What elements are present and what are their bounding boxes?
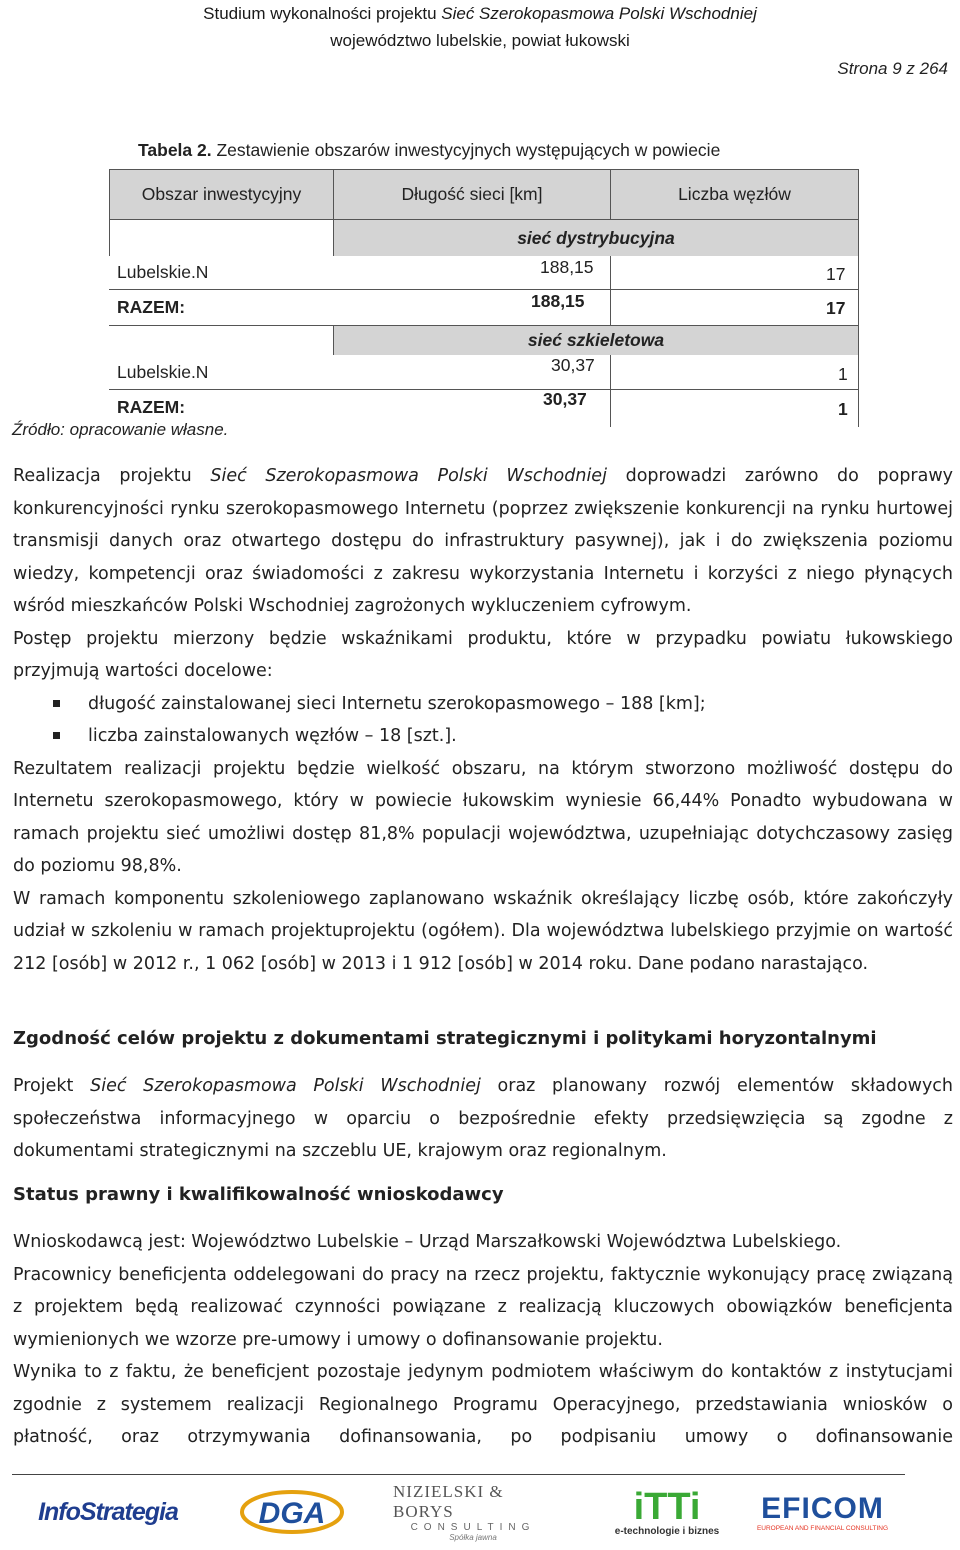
col-header-length: Długość sieci [km]	[333, 169, 611, 220]
logo-subtext: EUROPEAN AND FINANCIAL CONSULTING	[756, 1524, 889, 1532]
paragraph-beneficiary: Wynika to z faktu, że beneficjent pozostaje jedynym podmiotem właściwym do kontaktów z instytucjami zgodnie z systemem realizacji Regionalnego Programu Operacyjnego, przedstawiania wniosków o płatność, oraz otrzymywania dofinansowania, po podpisaniu umowy o dofinansowanie	[13, 1362, 953, 1447]
project-name: Sieć Szerokopasmowa Polski Wschodniej	[90, 1076, 481, 1096]
project-name: Sieć Szerokopasmowa Polski Wschodniej	[210, 466, 607, 486]
text-span: doprowadzi zarówno do poprawy konkurencyjności rynku szerokopasmowego Internetu (poprzez zwiększenie konkurencji na rynku hurtowej transmisji danych oraz otwartego dostępu do infrastruktury pasywnej), jak i do zwiększenia poziomu wiedzy, kompetencji oraz świadomości z zakresu wykorzystania Internetu i korzyści z niego płynących wśród mieszkańców Polski Wschodniej zagrożonych wykluczeniem cyfrowym.	[13, 466, 954, 616]
nizielski-borys-logo	[393, 1482, 553, 1542]
text-span: Realizacja projektu	[13, 466, 211, 486]
dga-logo-mark	[237, 1486, 347, 1538]
logo-text: EFICOM	[761, 1491, 884, 1525]
logo-text: InfoStrategia	[38, 1497, 178, 1526]
body-block-1	[13, 460, 953, 980]
row-nodes: 1	[838, 364, 848, 384]
bullet-item: liczba zainstalowanych węzłów – 18 [szt.].	[13, 720, 953, 753]
col-header-area: Obszar inwestycyjny	[109, 169, 334, 220]
section-heading-compliance: Zgodność celów projektu z dokumentami strategicznymi i politykami horyzontalnymi	[13, 1028, 877, 1049]
paragraph-training: W ramach komponentu szkoleniowego zaplanowano wskaźnik określający liczbę osób, które zakończyły udział w szkoleniu w ramach projektuprojektu (ogółem). Dla województwa lubelskiego przyjmie on wartość 212 [osób] w 2012 r., 1 062 [osób] w 2013 i 1 912 [osób] w 2014 roku. Dane podano narastająco.	[13, 888, 953, 974]
row-total-length: 30,37	[543, 389, 587, 409]
logo-subtext: CONSULTING	[410, 1522, 536, 1533]
logo-text: DGA	[258, 1497, 326, 1530]
logo-text: iTTi	[633, 1485, 701, 1528]
logo-subtext: Spółka jawna	[449, 1533, 497, 1542]
table-caption-text: Zestawienie obszarów inwestycyjnych występujących w powiecie	[211, 140, 721, 160]
section-header-distribution: sieć dystrybucyjna	[333, 220, 859, 256]
paragraph-realization	[13, 460, 953, 623]
section-heading-status: Status prawny i kwalifikowalność wnioskodawcy	[13, 1184, 504, 1205]
paragraph-applicant: Wnioskodawcą jest: Województwo Lubelskie – Urząd Marszałkowski Województwa Lubelskiego.	[13, 1232, 842, 1252]
row-area: Lubelskie.N	[117, 362, 209, 382]
logo-subtext: e-technologie i biznes	[614, 1525, 720, 1537]
table-source: Źródło: opracowanie własne.	[12, 420, 229, 439]
section-header-backbone: sieć szkieletowa	[333, 325, 859, 355]
itti-logo	[598, 1486, 736, 1538]
header-prefix: Studium wykonalności projektu	[203, 4, 442, 23]
doc-header-region: województwo lubelskie, powiat łukowski	[330, 31, 630, 50]
text-span: oraz planowany rozwój elementów składowych społeczeństwa informacyjnego w oparciu o bezpośrednie efekty przedsięwzięcia są zgodne z dokumentami strategicznymi na szczeblu UE, krajowym oraz regionalnym.	[13, 1076, 954, 1161]
table-caption-label: Tabela 2.	[138, 140, 212, 160]
infostrategia-logo	[38, 1486, 178, 1538]
row-length: 188,15	[540, 257, 594, 277]
body-block-3	[13, 1226, 953, 1454]
row-total-length: 188,15	[531, 291, 585, 311]
row-nodes: 17	[826, 264, 846, 284]
row-length: 30,37	[551, 355, 595, 375]
paragraph-progress: Postęp projektu mierzony będzie wskaźnikami produktu, które w przypadku powiatu łukowskiego przyjmują wartości docelowe:	[13, 628, 953, 681]
footer-divider	[12, 1474, 905, 1475]
page-number: Strona 9 z 264	[837, 59, 948, 78]
table-caption	[138, 140, 720, 161]
text-span: Projekt	[13, 1076, 91, 1096]
col-header-nodes: Liczba węzłów	[610, 169, 859, 220]
row-total-nodes: 1	[838, 399, 848, 419]
logo-text: NIZIELSKI & BORYS	[393, 1482, 504, 1521]
paragraph-employees: Pracownicy beneficjenta oddelegowani do pracy na rzecz projektu, faktycznie wykonujący pracę związaną z projektem będą realizować czynności powiązane z realizacją kluczowych obowiązków beneficjenta wymienionych we wzorze pre-umowy i umowy o dofinansowanie projektu.	[13, 1264, 953, 1350]
doc-header-title	[0, 4, 960, 24]
row-area: Lubelskie.N	[117, 262, 209, 282]
row-total-area: RAZEM:	[117, 297, 186, 317]
row-total-area: RAZEM:	[117, 397, 186, 417]
row-total-nodes: 17	[826, 298, 846, 318]
bullet-item: długość zainstalowanej sieci Internetu szerokopasmowego – 188 [km];	[13, 688, 953, 721]
paragraph-result: Rezultatem realizacji projektu będzie wielkość obszaru, na którym stworzono możliwość dostępu do Internetu szerokopasmowego, który w powiecie łukowskim wyniesie 66,44% Ponadto wybudowana w ramach projektu sieć umożliwi dostęp 81,8% populacji województwa, uzupełniając dotychczasowy zasięg do poziomu 98,8%.	[13, 758, 953, 876]
header-project-name: Sieć Szerokopasmowa Polski Wschodniej	[441, 4, 757, 23]
body-block-2	[13, 1070, 953, 1168]
dga-logo	[237, 1486, 347, 1538]
eficom-logo	[750, 1486, 895, 1538]
paragraph-compliance	[13, 1070, 953, 1168]
